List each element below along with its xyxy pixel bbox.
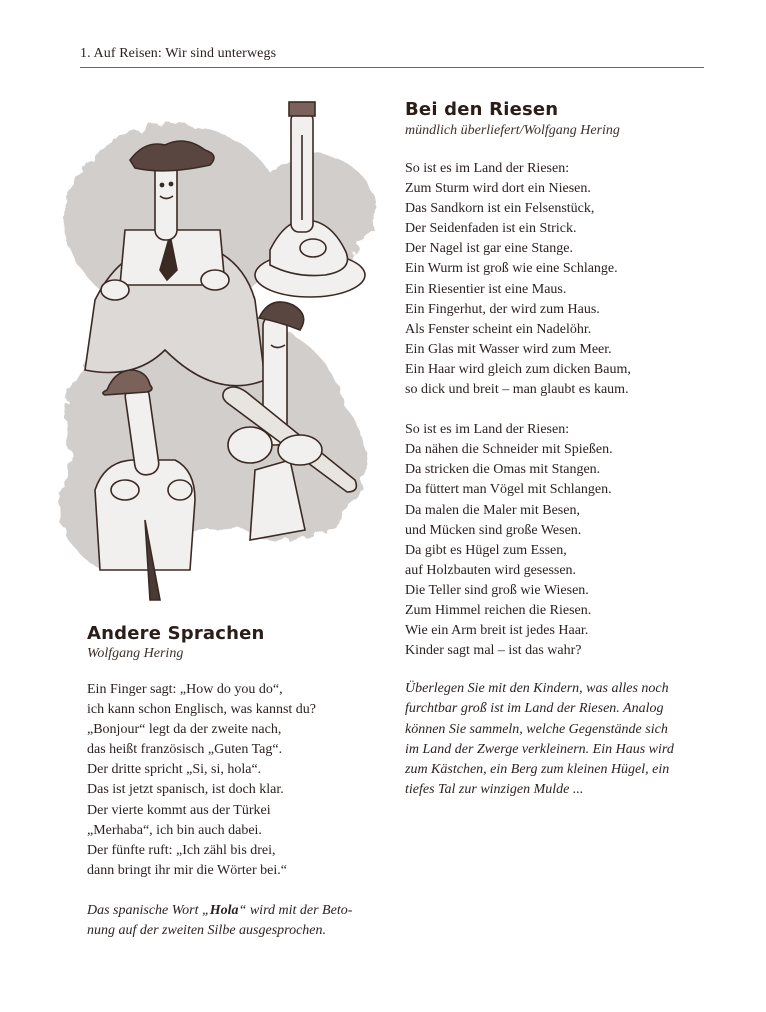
verse-line: Ein Glas mit Wasser wird zum Meer. (405, 341, 612, 357)
verse-line: so dick und breit – man glaubt es kaum. (405, 382, 629, 398)
verse-line: Das ist jetzt spanisch, ist doch klar. (87, 782, 284, 798)
verse-line: Als Fenster scheint ein Nadelöhr. (405, 321, 592, 337)
stanza-2 (405, 420, 725, 661)
verse-line: Ein Finger sagt: „How do you do“, (87, 682, 283, 697)
verse-line: Ein Haar wird gleich zum dicken Baum, (405, 361, 631, 377)
poem-byline: mündlich überliefert/Wolfgang Hering (405, 123, 620, 138)
poem-bei-den-riesen (405, 99, 725, 800)
note-line: tiefes Tal zur winzigen Mulde ... (405, 782, 584, 798)
verse-line: ich kann schon Englisch, was kannst du? (87, 702, 317, 718)
verse-line: Der Nagel ist gar eine Stange. (405, 241, 573, 257)
verse-line: Die Teller sind groß wie Wiesen. (405, 582, 589, 598)
verse-line: und Mücken sind große Wesen. (405, 522, 582, 538)
verse-line: Wie ein Arm breit ist jedes Haar. (405, 623, 589, 639)
verse-line: Da malen die Maler mit Besen, (405, 502, 580, 518)
note-line: Überlegen Sie mit den Kindern, was alles noch (405, 681, 669, 697)
note-text: Das spanische Wort „ (87, 902, 210, 918)
note-emphasis: Hola (209, 902, 239, 918)
verse-line: So ist es im Land der Riesen: (405, 422, 570, 438)
verse-line: Der Seidenfaden ist ein Strick. (405, 221, 577, 237)
note-line: furchtbar groß ist im Land der Riesen. Analog (405, 701, 664, 717)
verse-line: Da nähen die Schneider mit Spießen. (405, 442, 613, 458)
verse-line: das heißt französisch „Guten Tag“. (87, 742, 283, 758)
note-line (87, 901, 387, 921)
verse-line: Kinder sagt mal – ist das wahr? (405, 643, 582, 659)
verse-line: Der vierte kommt aus der Türkei (87, 802, 271, 818)
verse-line: Ein Wurm ist groß wie eine Schlange. (405, 261, 618, 277)
poem-title: Bei den Riesen (405, 99, 559, 120)
pronunciation-note (87, 901, 387, 941)
running-head: 1. Auf Reisen: Wir sind unterwegs (80, 46, 277, 61)
verse-line: Zum Sturm wird dort ein Niesen. (405, 181, 591, 197)
poem-title: Andere Sprachen (87, 623, 265, 644)
note-line: nung auf der zweiten Silbe ausgesprochen. (87, 923, 327, 939)
header-rule (80, 67, 704, 68)
verse-line: „Bonjour“ legt da der zweite nach, (87, 722, 282, 738)
verse-line: Das Sandkorn ist ein Felsenstück, (405, 201, 595, 217)
poem-byline: Wolfgang Hering (87, 646, 184, 661)
note-text: “ wird mit der Beto- (238, 902, 353, 918)
verse-line: Der dritte spricht „Si, si, hola“. (87, 762, 262, 778)
note-line: im Land der Zwerge verkleinern. Ein Haus wird (405, 741, 674, 757)
verse-line: „Merhaba“, ich bin auch dabei. (87, 822, 262, 838)
verse-line: Der fünfte ruft: „Ich zähl bis drei, (87, 842, 276, 858)
verse-line: Zum Himmel reichen die Riesen. (405, 602, 592, 618)
note-line: können Sie sammeln, welche Gegenstände sich (405, 721, 668, 737)
verse-line: Da stricken die Omas mit Stangen. (405, 462, 601, 478)
verse-line: Ein Riesentier ist eine Maus. (405, 281, 567, 297)
verse-line: dann bringt ihr mir die Wörter bei.“ (87, 862, 287, 878)
finger-puppets-illustration (55, 100, 385, 605)
poem-andere-sprachen (87, 623, 387, 941)
verse-line: Ein Fingerhut, der wird zum Haus. (405, 301, 600, 317)
verse-line: Da füttert man Vögel mit Schlangen. (405, 482, 612, 498)
note-line: zum Kästchen, ein Berg zum kleinen Hügel, ein (405, 762, 670, 778)
verse-line: Da gibt es Hügel zum Essen, (405, 542, 567, 558)
teacher-note (405, 679, 725, 800)
verse-line: So ist es im Land der Riesen: (405, 161, 570, 176)
stanza (87, 680, 387, 881)
stanza-1 (405, 159, 725, 400)
verse-line: auf Holzbauten wird gesessen. (405, 562, 577, 578)
